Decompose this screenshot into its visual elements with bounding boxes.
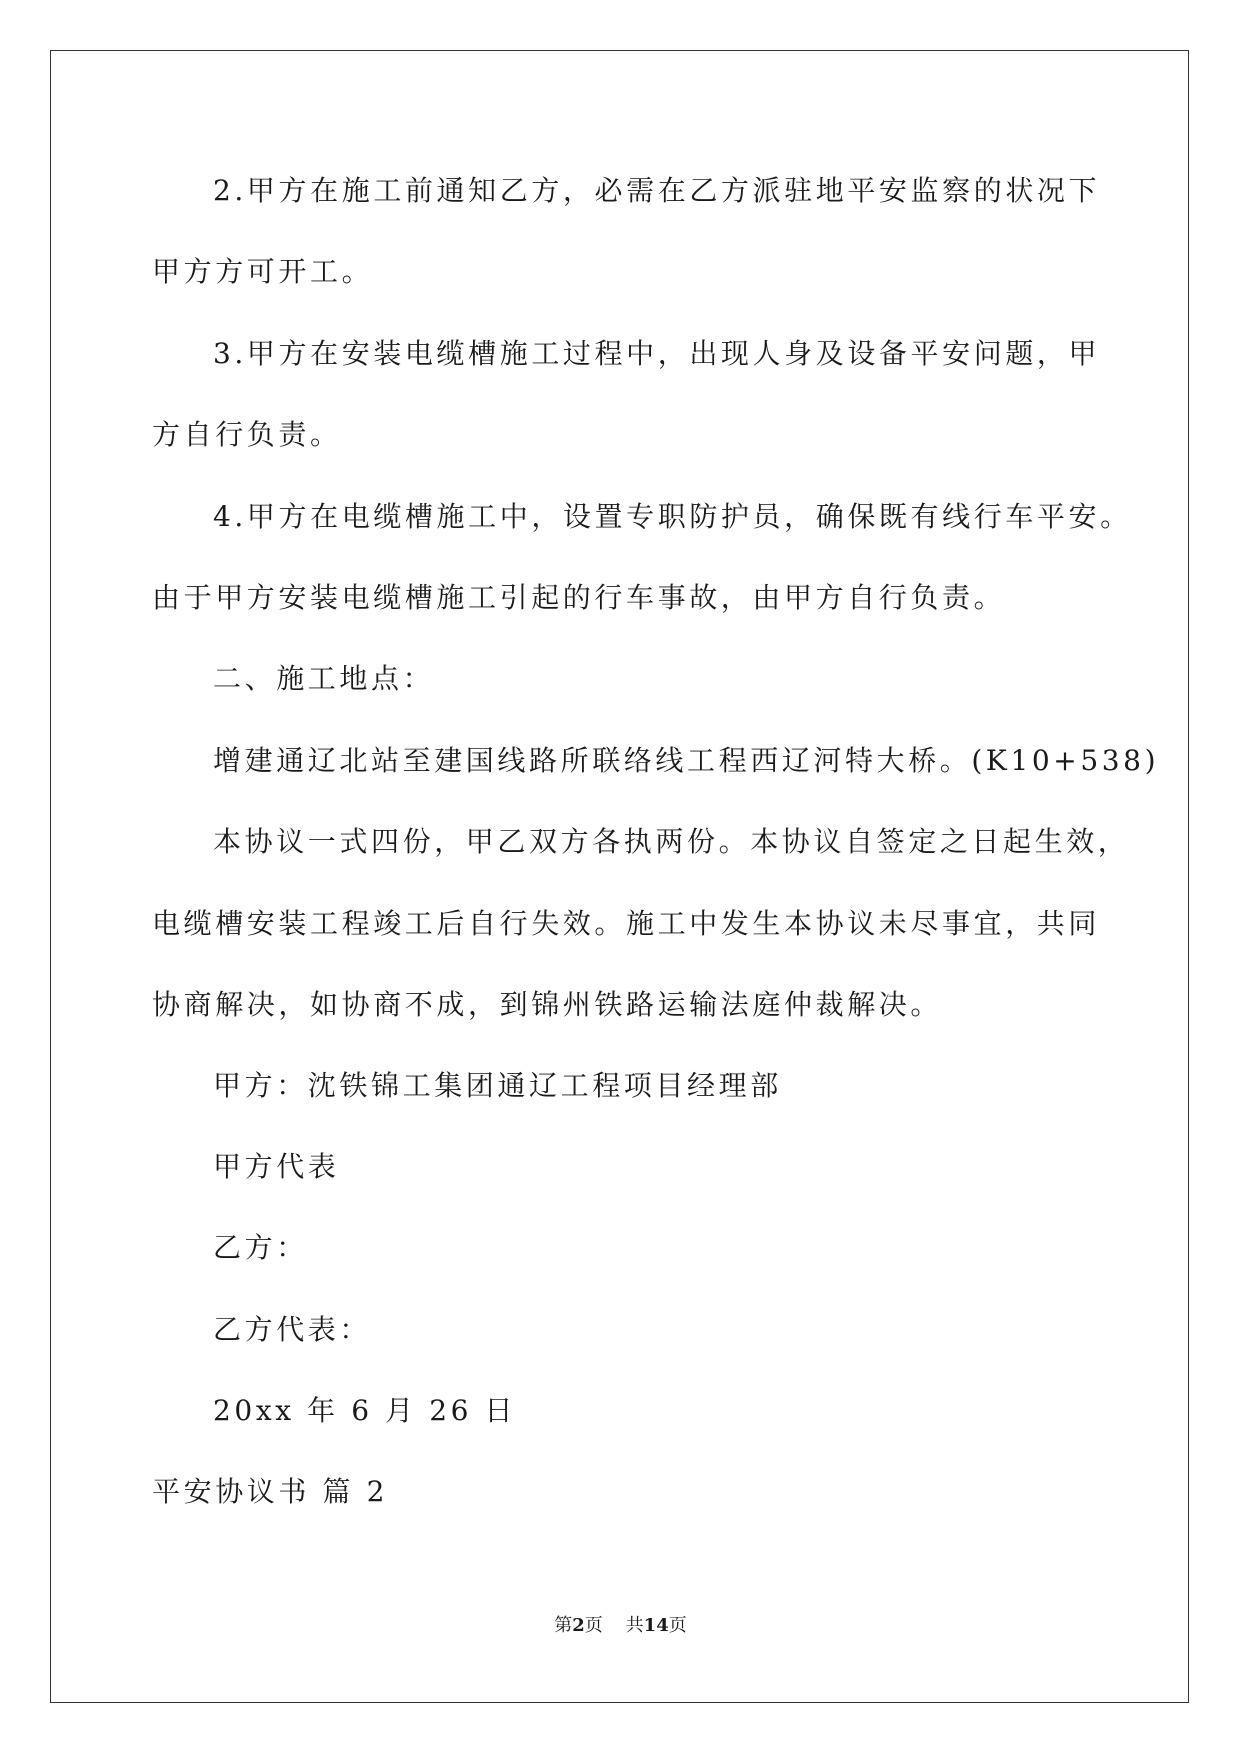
text-line-8: 增建通辽北站至建国线路所联络线工程西辽河特大桥。(K10+538) <box>213 744 1160 777</box>
party-a-representative: 甲方代表 <box>213 1150 340 1183</box>
text-line-2: 甲方方可开工。 <box>152 255 374 288</box>
text-line-1: 2.甲方在施工前通知乙方，必需在乙方派驻地平安监察的状况下 <box>213 174 1101 207</box>
party-b-line: 乙方： <box>213 1231 308 1264</box>
page-border <box>50 50 1189 1703</box>
party-a-line: 甲方：沈铁锦工集团通辽工程项目经理部 <box>213 1069 782 1102</box>
signing-date: 20xx 年 6 月 26 日 <box>213 1394 517 1427</box>
footer-page-prefix: 第 <box>554 1615 573 1636</box>
footer-total-suffix: 页 <box>668 1615 687 1636</box>
text-line-11: 协商解决，如协商不成，到锦州铁路运输法庭仲裁解决。 <box>152 988 943 1021</box>
section-heading-location: 二、施工地点： <box>213 662 435 695</box>
footer-total-prefix: 共 <box>625 1615 644 1636</box>
footer-page-suffix: 页 <box>584 1615 603 1636</box>
next-section-title: 平安协议书 篇 2 <box>152 1475 389 1508</box>
footer-total-pages: 14 <box>643 1615 669 1636</box>
text-line-5: 4.甲方在电缆槽施工中，设置专职防护员，确保既有线行车平安。 <box>213 500 1132 533</box>
footer-page-number: 2 <box>572 1615 585 1636</box>
text-line-6: 由于甲方安装电缆槽施工引起的行车事故，由甲方自行负责。 <box>152 581 1006 614</box>
text-line-10: 电缆槽安装工程竣工后自行失效。施工中发生本协议未尽事宜，共同 <box>152 907 1101 940</box>
party-b-representative: 乙方代表： <box>213 1313 372 1346</box>
text-line-3: 3.甲方在安装电缆槽施工过程中，出现人身及设备平安问题，甲 <box>213 337 1101 370</box>
text-line-4: 方自行负责。 <box>152 418 342 451</box>
text-line-9: 本协议一式四份，甲乙双方各执两份。本协议自签定之日起生效， <box>213 825 1130 858</box>
page-footer <box>0 1614 1241 1638</box>
